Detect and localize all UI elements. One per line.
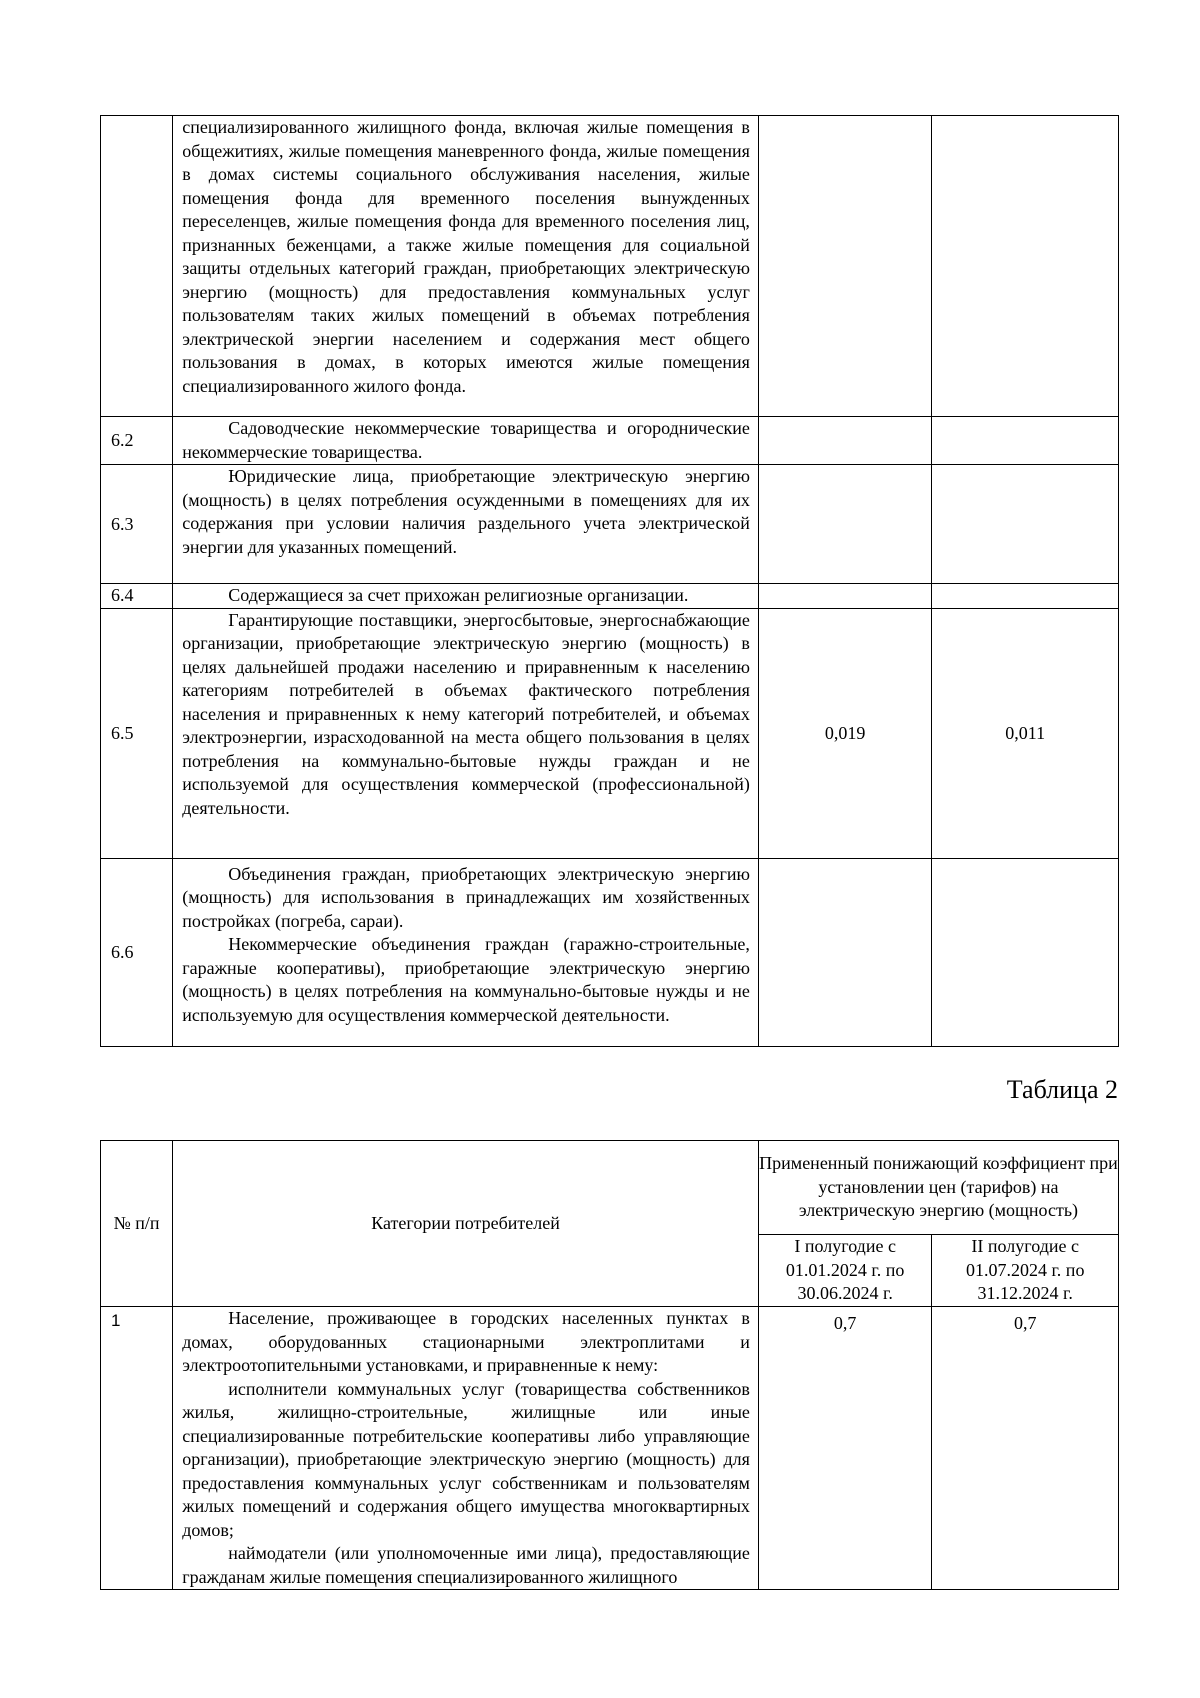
consumer-categories-table-continued [100, 115, 1119, 1047]
category-paragraph: Гарантирующие поставщики, энергосбытовые, энергоснабжающие организации, приобретающие электрическую энергию (мощность) в целях дальнейшей продажи населению и приравненным к населению категориям потребителей в объемах фактического потребления населения и приравненных к нему категорий потребителей, и объемах электроэнергии, израсходованной на места общего пользования в целях потребления на коммунально-бытовые нужды граждан и не используемой для осуществления коммерческой (профессиональной) деятельности. [182, 609, 750, 818]
header-half2: II полугодие с 01.07.2024 г. по 31.12.2024 г. [932, 1235, 1119, 1307]
table-row [101, 465, 1119, 584]
table-row [101, 608, 1119, 858]
category-text [173, 417, 759, 465]
coef-half2 [932, 116, 1119, 417]
row-number: 6.5 [101, 608, 173, 858]
coef-half1 [758, 417, 932, 465]
table-row [101, 116, 1119, 417]
category-text [173, 116, 759, 417]
row-number: 1 [101, 1307, 173, 1590]
header-coefficient: Примененный понижающий коэффициент при установлении цен (тарифов) на электрическую энергию (мощность) [758, 1141, 1118, 1235]
coef-half1 [758, 465, 932, 584]
row-number [101, 116, 173, 417]
coef-half2 [932, 465, 1119, 584]
row-number: 6.4 [101, 584, 173, 609]
row-number: 6.2 [101, 417, 173, 465]
table-row [101, 858, 1119, 1046]
category-paragraph: Содержащиеся за счет прихожан религиозные организации. [228, 585, 689, 605]
category-text [173, 584, 759, 609]
table-caption: Таблица 2 [1006, 1075, 1118, 1104]
category-paragraph: Садоводческие некоммерческие товарищества и огороднические некоммерческие товарищества. [182, 418, 750, 462]
category-text [173, 858, 759, 1046]
category-paragraph: наймодатели (или уполномоченные ими лица), предоставляющие гражданам жилые помещения специализированного жилищного [182, 1543, 750, 1587]
reduction-coefficient-table [100, 1140, 1119, 1590]
category-paragraph: исполнители коммунальных услуг (товарищества собственников жилья, жилищно-строительные, жилищные или иные специализированные потребительские кооперативы либо управляющие организации), приобретающие электрическую энергию (мощность) для предоставления коммунальных услуг собственникам и пользователям жилых помещений и содержания общего имущества многоквартирных домов; [182, 1378, 750, 1540]
coef-half1 [758, 116, 932, 417]
coef-half2 [932, 417, 1119, 465]
header-row [101, 1141, 1119, 1235]
row-number: 6.3 [101, 465, 173, 584]
header-category: Категории потребителей [173, 1141, 759, 1307]
coef-half2: 0,7 [932, 1307, 1119, 1590]
table-row [101, 584, 1119, 609]
category-text [173, 608, 759, 858]
category-paragraph: Некоммерческие объединения граждан (гаражно-строительные, гаражные кооперативы), приобретающие электрическую энергию (мощность) в целях потребления на коммунально-бытовые нужды и не используемую для осуществления коммерческой деятельности. [182, 934, 750, 1025]
coef-half1: 0,7 [758, 1307, 932, 1590]
category-paragraph: Население, проживающее в городских населенных пунктах в домах, оборудованных стационарными электроплитами и электроотопительными установками, и приравненные к нему: [182, 1308, 750, 1375]
coef-half2 [932, 858, 1119, 1046]
category-paragraph: Объединения граждан, приобретающих электрическую энергию (мощность) для использования в принадлежащих им хозяйственных постройках (погреба, сараи). [182, 863, 750, 931]
category-text [173, 1307, 759, 1590]
coef-half1: 0,019 [758, 608, 932, 858]
row-number: 6.6 [101, 858, 173, 1046]
header-half1: I полугодие с 01.01.2024 г. по 30.06.2024 г. [758, 1235, 932, 1307]
category-paragraph: специализированного жилищного фонда, включая жилые помещения в общежитиях, жилые помещения маневренного фонда, жилые помещения в домах системы социального обслуживания населения, жилые помещения фонда для временного поселения вынужденных переселенцев, жилые помещения фонда для временного поселения лиц, признанных беженцами, а также жилые помещения для социальной защиты отдельных категорий граждан, приобретающих электрическую энергию (мощность) для предоставления коммунальных услуг пользователям таких жилых помещений в объемах потребления электрической энергии населением и содержания мест общего пользования в домах, в которых имеются жилые помещения специализированного жилого фонда. [182, 117, 750, 396]
coef-half2: 0,011 [932, 608, 1119, 858]
coef-half1 [758, 584, 932, 609]
header-num: № п/п [101, 1141, 173, 1307]
category-paragraph: Юридические лица, приобретающие электрическую энергию (мощность) в целях потребления осужденными в помещениях для их содержания при условии наличия раздельного учета электрической энергии для указанных помещений. [182, 466, 750, 557]
table-row [101, 1307, 1119, 1590]
coef-half1 [758, 858, 932, 1046]
category-text [173, 465, 759, 584]
table-row [101, 417, 1119, 465]
coef-half2 [932, 584, 1119, 609]
